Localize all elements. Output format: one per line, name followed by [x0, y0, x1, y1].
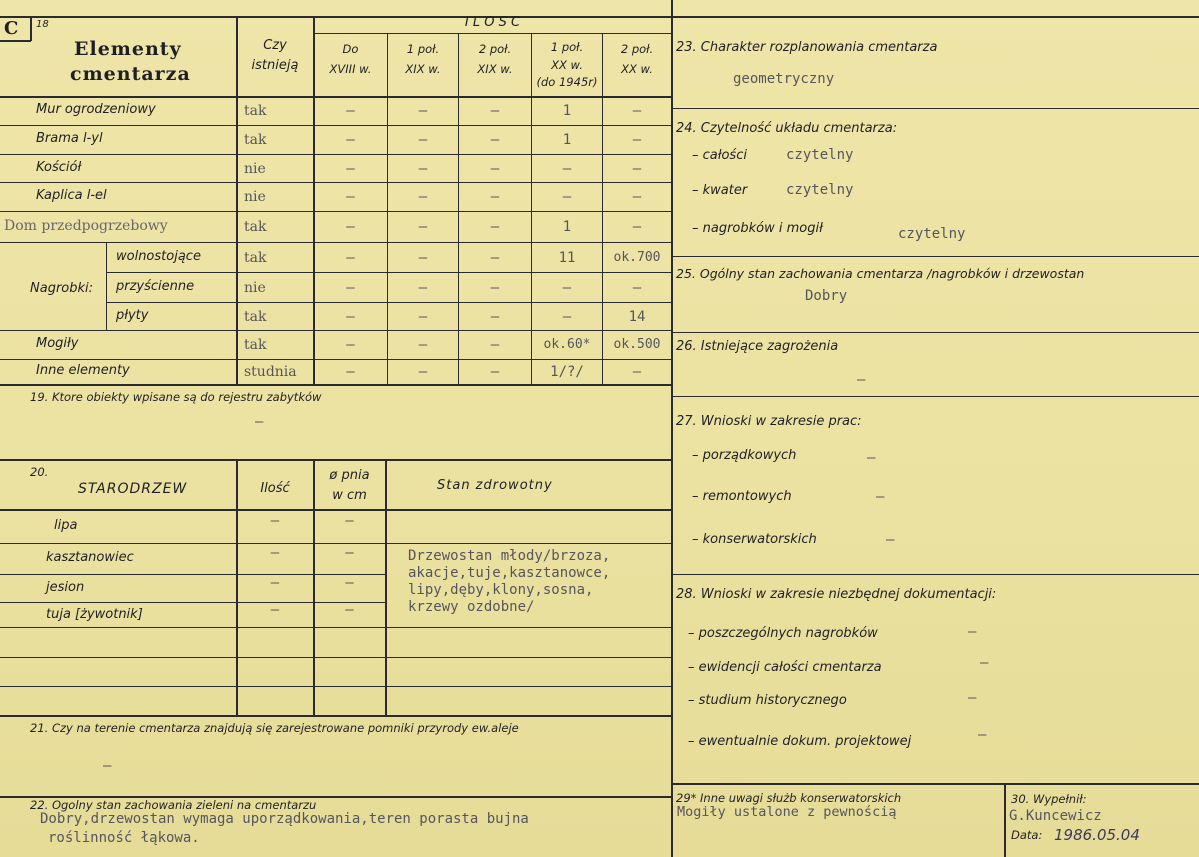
table-title-line1: Elementy: [74, 38, 182, 60]
q24-item-label: – nagrobków i mogił: [692, 221, 823, 236]
rule: [0, 182, 672, 183]
period-3-sub: XIX w.: [477, 62, 513, 76]
q27-item-label: – remontowych: [692, 489, 792, 504]
health-line: akacje,tuje,kasztanowce,: [408, 565, 611, 581]
rule: [0, 657, 672, 658]
rule: [0, 509, 672, 511]
exists-value: tak: [244, 132, 267, 148]
q28-item-answer: –: [978, 727, 987, 743]
q20-header-stan: Stan zdrowotny: [437, 478, 553, 493]
q28-item-label: – ewentualnie dokum. projektowej: [688, 734, 912, 749]
q22-label: 22. Ogolny stan zachowania zieleni na cmentarzu: [30, 798, 317, 812]
rule: [106, 302, 672, 303]
q24-item-label: – kwater: [692, 183, 748, 198]
quantity-cell: –: [490, 250, 500, 266]
q20-header-pnia: ø pnia: [329, 468, 370, 483]
element-label: Mogiły: [36, 336, 79, 351]
quantity-cell: –: [562, 280, 572, 296]
q29-label: 29* Inne uwagi służb konserwatorskich: [676, 791, 902, 805]
tree-quantity: –: [270, 575, 280, 591]
tree-quantity: –: [270, 602, 280, 618]
rule: [0, 627, 672, 628]
q21-label: 21. Czy na terenie cmentarza znajdują się zarejestrowane pomniki przyrody ew.aleje: [30, 721, 519, 735]
q28-item-answer: –: [968, 690, 977, 706]
exists-value: tak: [244, 337, 267, 353]
element-label: Brama l-yl: [36, 131, 103, 146]
period-4: 1 poł.: [550, 40, 584, 54]
quantity-cell: –: [632, 364, 642, 380]
rule: [672, 256, 1199, 257]
quantity-cell: –: [346, 161, 355, 177]
period-4-note: (do 1945r): [536, 75, 598, 89]
quantity-cell: –: [346, 132, 355, 148]
quantity-cell: 1: [562, 103, 572, 119]
q24-item-answer: czytelny: [786, 147, 854, 163]
quantity-cell: –: [418, 309, 428, 325]
tree-diameter: –: [345, 545, 354, 561]
rule: [0, 242, 672, 243]
exists-value: tak: [244, 219, 267, 235]
q23-label: 23. Charakter rozplanowania cmentarza: [676, 40, 938, 55]
q27-item-label: – konserwatorskich: [692, 532, 817, 547]
quantity-cell: –: [562, 189, 572, 205]
rule: [1004, 783, 1006, 857]
q22-answer-line2: roślinność łąkowa.: [48, 830, 200, 846]
quantity-cell: 11: [558, 250, 576, 266]
element-label: Kaplica l-el: [36, 188, 107, 203]
quantity-cell: –: [418, 132, 428, 148]
rule: [672, 783, 1199, 785]
rule: [0, 359, 672, 360]
quantity-cell: –: [418, 280, 428, 296]
quantity-cell: ok.500: [613, 337, 661, 352]
rule: [0, 330, 672, 331]
tree-name: jesion: [46, 580, 85, 595]
exists-value: nie: [244, 280, 266, 296]
health-line: lipy,dęby,klony,sosna,: [408, 582, 594, 598]
tree-name: kasztanowiec: [46, 550, 134, 565]
exists-value: nie: [244, 161, 266, 177]
q27-item-label: – porządkowych: [692, 448, 797, 463]
q26-answer: –: [857, 372, 866, 388]
q27-item-answer: –: [876, 489, 885, 505]
period-1-sub: XVIII w.: [329, 62, 372, 76]
quantity-cell: –: [562, 161, 572, 177]
period-4-sub: XX w.: [551, 58, 583, 72]
q24-item-answer: czytelny: [786, 182, 854, 198]
quantity-cell: –: [346, 337, 355, 353]
period-5: 2 poł.: [620, 42, 654, 56]
quantity-cell: 1: [562, 219, 572, 235]
tree-diameter: –: [345, 575, 354, 591]
q20-header-starodrzew: STARODRZEW: [78, 481, 188, 497]
filler-name: G.Kuncewicz: [1009, 808, 1102, 824]
quantity-cell: –: [346, 250, 355, 266]
period-2: 1 poł.: [406, 42, 440, 56]
rule: [0, 211, 672, 212]
tree-name: lipa: [54, 518, 78, 533]
tree-name: tuja [żywotnik]: [46, 607, 143, 622]
rule: [0, 40, 31, 42]
corner-number: 18: [36, 19, 49, 30]
tree-quantity: –: [270, 513, 280, 529]
quantity-cell: ok.700: [613, 250, 661, 265]
q24-item-answer: czytelny: [898, 226, 966, 242]
rule: [385, 459, 387, 716]
rule: [106, 242, 107, 330]
quantity-cell: –: [490, 280, 500, 296]
q22-answer-line1: Dobry,drzewostan wymaga uporządkowania,teren porasta bujna: [40, 811, 529, 827]
header-ilosc: I L O S C: [464, 15, 521, 30]
quantity-cell: –: [490, 103, 500, 119]
rule: [672, 396, 1199, 397]
quantity-cell: –: [632, 189, 642, 205]
quantity-cell: –: [346, 280, 355, 296]
quantity-cell: –: [490, 161, 500, 177]
header-czy: Czy: [263, 38, 287, 53]
quantity-cell: –: [632, 103, 642, 119]
quantity-cell: –: [418, 250, 428, 266]
tree-diameter: –: [345, 513, 354, 529]
rule: [0, 125, 672, 126]
q27-label: 27. Wnioski w zakresie prac:: [676, 414, 862, 429]
q20-header-cm: w cm: [332, 488, 367, 503]
q20-number: 20.: [30, 465, 49, 479]
rule: [0, 459, 672, 461]
q19-answer: –: [255, 414, 264, 430]
quantity-cell: –: [346, 219, 355, 235]
quantity-cell: –: [490, 132, 500, 148]
quantity-cell: –: [418, 219, 428, 235]
quantity-cell: –: [418, 103, 428, 119]
date-value: 1986.05.04: [1054, 826, 1140, 844]
rule: [672, 16, 1199, 18]
table-title-line2: cmentarza: [70, 63, 191, 85]
quantity-cell: –: [418, 161, 428, 177]
element-label: wolnostojące: [116, 249, 201, 264]
period-5-sub: XX w.: [621, 62, 653, 76]
q28-item-label: – studium historycznego: [688, 693, 847, 708]
rule: [602, 33, 603, 385]
rule: [0, 686, 672, 687]
quantity-cell: –: [490, 309, 500, 325]
rule: [313, 33, 671, 34]
tree-diameter: –: [345, 602, 354, 618]
column-divider: [671, 0, 673, 857]
q25-label: 25. Ogólny stan zachowania cmentarza /nagrobków i drzewostan: [676, 266, 1085, 281]
rule: [0, 96, 672, 98]
q28-label: 28. Wnioski w zakresie niezbędnej dokumentacji:: [676, 587, 997, 602]
rule: [0, 384, 672, 386]
period-1: Do: [342, 42, 359, 56]
q30-label: 30. Wypełnił:: [1011, 792, 1087, 806]
q24-label: 24. Czytelność układu cmentarza:: [676, 121, 898, 136]
rule: [672, 108, 1199, 109]
quantity-cell: –: [346, 309, 355, 325]
rule: [106, 272, 672, 273]
rule: [672, 332, 1199, 333]
q21-answer: –: [103, 758, 112, 774]
q28-item-label: – ewidencji całości cmentarza: [688, 660, 882, 675]
quantity-cell: 14: [628, 309, 646, 325]
quantity-cell: 1: [562, 132, 572, 148]
quantity-cell: –: [490, 337, 500, 353]
rule: [0, 154, 672, 155]
rule: [387, 33, 388, 385]
element-label: Kościół: [36, 160, 82, 175]
exists-value: tak: [244, 309, 267, 325]
quantity-cell: –: [632, 132, 642, 148]
rule: [458, 33, 459, 385]
quantity-cell: –: [632, 219, 642, 235]
q20-header-ilosc: Ilość: [260, 481, 290, 496]
q25-answer: Dobry: [805, 288, 848, 304]
quantity-cell: –: [490, 364, 500, 380]
period-3: 2 poł.: [478, 42, 512, 56]
exists-value: nie: [244, 189, 266, 205]
q26-label: 26. Istniejące zagrożenia: [676, 339, 839, 354]
quantity-cell: –: [490, 219, 500, 235]
q27-item-answer: –: [886, 532, 895, 548]
quantity-cell: –: [562, 309, 572, 325]
corner-letter: C: [4, 18, 19, 39]
element-label: płyty: [116, 308, 149, 323]
rule: [672, 574, 1199, 575]
exists-value: tak: [244, 103, 267, 119]
q27-item-answer: –: [867, 450, 876, 466]
q23-answer: geometryczny: [733, 71, 835, 87]
element-label: przyścienne: [116, 279, 195, 294]
quantity-cell: –: [418, 337, 428, 353]
quantity-cell: ok.60*: [543, 337, 591, 352]
period-2-sub: XIX w.: [405, 62, 441, 76]
quantity-cell: –: [346, 364, 355, 380]
q24-item-label: – całości: [692, 148, 747, 163]
quantity-cell: 1/?/: [550, 364, 584, 380]
health-line: krzewy ozdobne/: [408, 599, 535, 615]
exists-value: studnia: [244, 364, 297, 380]
quantity-cell: –: [346, 103, 355, 119]
element-label: Mur ogrodzeniowy: [36, 102, 156, 117]
quantity-cell: –: [418, 364, 428, 380]
quantity-cell: –: [418, 189, 428, 205]
rule: [30, 16, 32, 41]
quantity-cell: –: [632, 280, 642, 296]
date-label: Data:: [1011, 828, 1043, 842]
quantity-cell: –: [490, 189, 500, 205]
q28-item-answer: –: [968, 624, 977, 640]
q28-item-label: – poszczególnych nagrobków: [688, 626, 878, 641]
element-label: Inne elementy: [36, 363, 130, 378]
header-istnieja: istnieją: [251, 58, 299, 73]
q19-label: 19. Ktore obiekty wpisane są do rejestru zabytków: [30, 390, 322, 404]
health-line: Drzewostan młody/brzoza,: [408, 548, 611, 564]
quantity-cell: –: [346, 189, 355, 205]
q28-item-answer: –: [980, 655, 989, 671]
tree-quantity: –: [270, 545, 280, 561]
q29-answer: Mogiły ustalone z pewnością: [677, 804, 897, 820]
exists-value: tak: [244, 250, 267, 266]
rule: [0, 543, 672, 544]
rule: [0, 715, 672, 717]
nagrobki-label: Nagrobki:: [30, 281, 94, 296]
quantity-cell: –: [632, 161, 642, 177]
element-label: Dom przedpogrzebowy: [4, 218, 168, 234]
